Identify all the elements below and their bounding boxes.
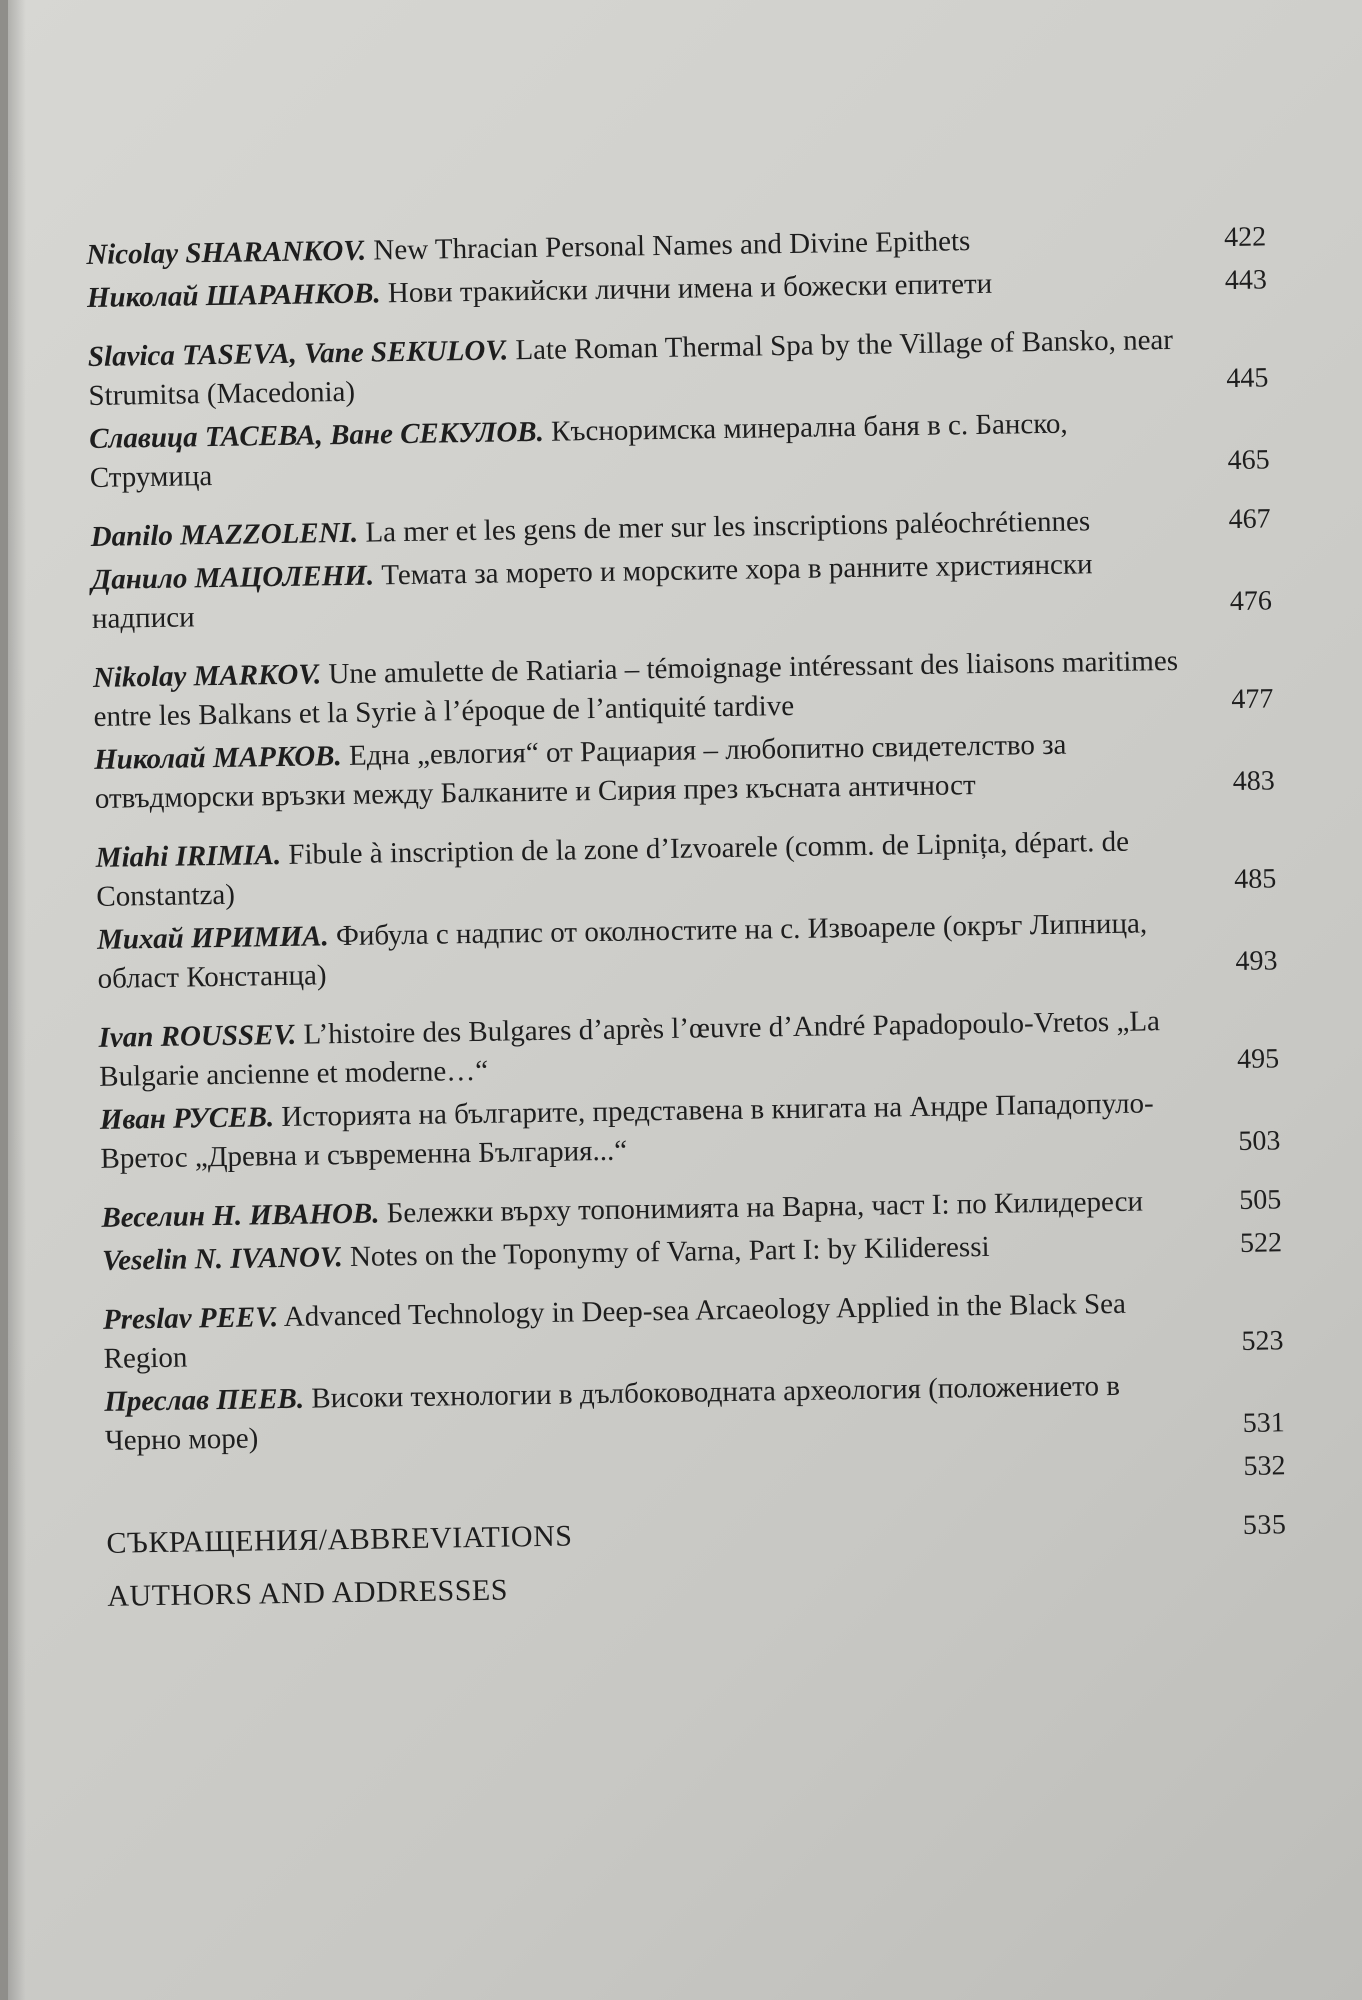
entry-text bbox=[91, 544, 1202, 639]
toc-entry bbox=[103, 1282, 1284, 1379]
entry-title: New Thracian Personal Names and Divine Epithets bbox=[365, 225, 971, 267]
toc-group-sharankov bbox=[86, 217, 1267, 318]
entry-author: Михай ИРИМИА. bbox=[96, 920, 329, 956]
entry-author: Nicolay SHARANKOV. bbox=[86, 234, 367, 271]
entry-page-number: 467 bbox=[1228, 503, 1271, 536]
gutter-shadow bbox=[8, 0, 26, 2000]
entry-title: Fibule à inscription de la zone d’Izvoarele (comm. de Lipnița, départ. de Constantza) bbox=[96, 825, 1130, 913]
toc-entry bbox=[93, 640, 1274, 737]
entry-text bbox=[93, 642, 1204, 737]
entry-title: Бележки върху топонимията на Варна, част I: по Килидереси bbox=[379, 1185, 1144, 1230]
entry-title: Нови тракийски лични имена и божески епитети bbox=[380, 267, 993, 310]
entry-page-number: 477 bbox=[1231, 683, 1274, 716]
entry-page-number: 523 bbox=[1241, 1325, 1284, 1357]
entry-author: Slavica TASEVA, Vane SEKULOV. bbox=[87, 334, 509, 373]
entry-title: Une amulette de Ratiaria – témoignage intéressant des liaisons maritimes entre les Balkans et la Syrie à l’époque de l’antiquité tardive bbox=[93, 644, 1179, 733]
toc-group-irimia bbox=[95, 820, 1277, 999]
entry-title: Late Roman Thermal Spa by the Village of Bansko, near Strumitsa (Macedonia) bbox=[88, 323, 1174, 412]
entry-title: Една „евлогия“ от Рациария – любопитно свидетелство за отвъдморски връзки между Балканите и Сирия през късната античност bbox=[94, 728, 1067, 815]
abbreviations-label: СЪКРАЩЕНИЯ/ABBREVIATIONS bbox=[106, 1519, 573, 1560]
entry-author: Данило МАЦОЛЕНИ. bbox=[91, 559, 375, 596]
entry-title: Notes on the Toponymy of Varna, Part I: by Kilideressi bbox=[342, 1230, 990, 1274]
entry-page-number: 503 bbox=[1238, 1125, 1281, 1158]
abbreviations-page-number: 535 bbox=[1242, 1509, 1287, 1541]
entry-page-number: 443 bbox=[1224, 264, 1268, 297]
toc-group-markov bbox=[93, 640, 1275, 819]
toc-authors bbox=[107, 1558, 1287, 1616]
entry-text bbox=[98, 1001, 1209, 1096]
toc-entry bbox=[104, 1364, 1285, 1461]
toc-group-ivanov bbox=[101, 1180, 1282, 1281]
entry-text bbox=[89, 403, 1200, 498]
toc-entry bbox=[88, 319, 1269, 416]
entry-title: Историята на българите, представена в книгата на Андре Пападопуло-Вретос „Древна и съвременна България...“ bbox=[100, 1087, 1154, 1175]
entry-text bbox=[94, 724, 1205, 819]
entry-title: Късноримска минерална баня в с. Банско, Струмица bbox=[89, 407, 1068, 494]
entry-author: Miahi IRIMIA. bbox=[95, 839, 282, 874]
book-page bbox=[8, 0, 1362, 2000]
entry-author: Преслав ПЕЕВ. bbox=[104, 1382, 305, 1418]
entry-author: Ivan ROUSSEV. bbox=[98, 1018, 297, 1054]
entry-author: Nikolay MARKOV. bbox=[92, 658, 322, 694]
toc-abbreviations bbox=[106, 1505, 1286, 1563]
entry-title: Фибула с надпис от околностите на с. Извоареле (окръг Липница, област Констанца) bbox=[97, 907, 1148, 995]
entry-title: La mer et les gens de mer sur les inscriptions paléochrétiennes bbox=[357, 505, 1091, 549]
entry-page-number: 445 bbox=[1226, 362, 1269, 395]
toc-entry bbox=[97, 902, 1278, 999]
toc-entry bbox=[98, 1000, 1279, 1097]
entry-title: Темата за морето и морските хора в ранните християнски надписи bbox=[91, 548, 1093, 635]
entry-text bbox=[97, 903, 1208, 998]
entry-author: Veselin N. IVANOV. bbox=[101, 1241, 343, 1277]
entry-page-number: 531 bbox=[1242, 1407, 1286, 1439]
entry-title: L’histoire des Bulgares d’après l’œuvre d’André Papadopoulo-Vretos „La Bulgarie ancienne et moderne…“ bbox=[98, 1005, 1161, 1093]
table-of-contents bbox=[86, 217, 1288, 1615]
toc-entry bbox=[95, 820, 1276, 917]
toc-group-taseva bbox=[88, 319, 1270, 498]
toc-entry bbox=[89, 401, 1270, 498]
entry-author: Preslav PEEV. bbox=[102, 1301, 279, 1336]
entry-text bbox=[104, 1365, 1215, 1460]
entry-author: Иван РУСЕВ. bbox=[99, 1101, 275, 1136]
entry-page-number: 422 bbox=[1223, 221, 1267, 254]
entry-author: Danilo MAZZOLENI. bbox=[90, 516, 359, 553]
entry-author: Славица ТАСЕВА, Ване СЕКУЛОВ. bbox=[88, 415, 545, 455]
entry-page-number: 465 bbox=[1227, 444, 1270, 477]
entry-text bbox=[88, 321, 1199, 416]
toc-group-mazzoleni bbox=[90, 499, 1272, 639]
entry-page-number: 485 bbox=[1234, 863, 1277, 896]
entry-page-number: 493 bbox=[1235, 945, 1278, 978]
entry-text bbox=[95, 821, 1206, 916]
entry-author: Николай МАРКОВ. bbox=[93, 740, 342, 776]
entry-page-number: 522 bbox=[1239, 1227, 1283, 1259]
toc-entry bbox=[91, 542, 1272, 639]
toc-group-roussev bbox=[98, 1000, 1280, 1179]
toc-entry bbox=[94, 722, 1275, 819]
entry-page-number: 495 bbox=[1236, 1043, 1280, 1076]
authors-label: AUTHORS AND ADDRESSES bbox=[107, 1573, 509, 1613]
entry-text bbox=[106, 1486, 1216, 1503]
entry-page-number: 483 bbox=[1232, 765, 1275, 798]
entry-text bbox=[100, 1083, 1211, 1178]
toc-group-peev bbox=[103, 1282, 1286, 1504]
toc-entry bbox=[100, 1082, 1281, 1179]
entry-text bbox=[103, 1283, 1214, 1378]
entry-page-number: 476 bbox=[1229, 585, 1273, 618]
entry-title: Високи технологии в дълбоководната археология (положението в Черно море) bbox=[104, 1369, 1121, 1457]
entry-author: Николай ШАРАНКОВ. bbox=[86, 277, 381, 314]
entry-page-number: 532 bbox=[1243, 1450, 1286, 1482]
entry-author: Веселин Н. ИВАНОВ. bbox=[101, 1197, 380, 1234]
entry-title: Advanced Technology in Deep-sea Arcaeology Applied in the Black Sea Region bbox=[103, 1287, 1127, 1375]
entry-page-number: 505 bbox=[1239, 1184, 1282, 1217]
